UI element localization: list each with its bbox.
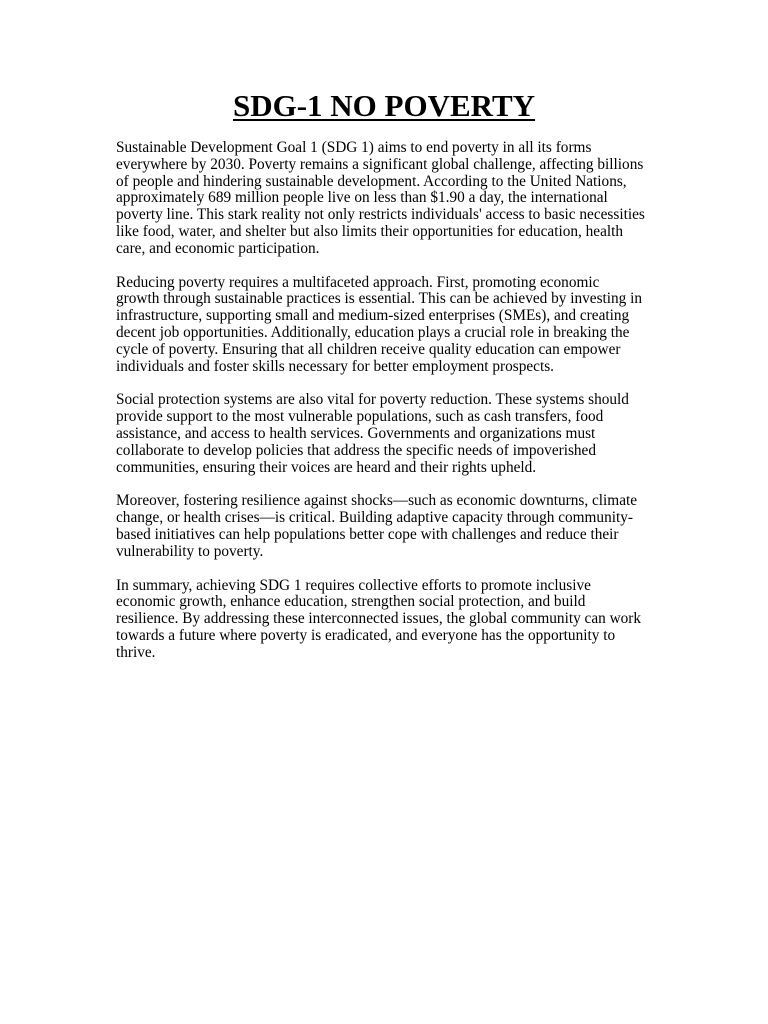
paragraph-resilience: Moreover, fostering resilience against shocks—such as economic downturns, climate change, or health crises—is critical. Building adaptive capacity through community- based initiatives can help populations better cope with challenges and reduce their vulnerability to poverty. [116, 492, 638, 560]
document-body [116, 140, 656, 679]
document-title: SDG-1 NO POVERTY [232, 88, 536, 123]
paragraph-reducing-poverty: Reducing poverty requires a multifaceted approach. First, promoting economic growth through sustainable practices is essential. This can be achieved by investing in infrastructure, supporting small and medium-sized enterprises (SMEs), and creating decent job opportunities. Additionally, education plays a crucial role in breaking the cycle of poverty. Ensuring that all children receive quality education can empower individuals and foster skills necessary for better employment prospects. [116, 273, 643, 375]
paragraph-intro: Sustainable Development Goal 1 (SDG 1) aims to end poverty in all its forms everywhere by 2030. Poverty remains a significant global challenge, affecting billions of people and hindering sustainable development. According to the United Nations, approximately 689 million people live on less than $1.90 a day, the international poverty line. This stark reality not only restricts individuals' access to basic necessities like food, water, and shelter but also limits their opportunities for education, health care, and economic participation. [116, 139, 645, 257]
paragraph-social-protection: Social protection systems are also vital for poverty reduction. These systems should provide support to the most vulnerable populations, such as cash transfers, food assistance, and access to health services. Governments and organizations must collaborate to develop policies that address the specific needs of impoverished communities, ensuring their voices are heard and their rights upheld. [116, 391, 629, 476]
paragraph-summary: In summary, achieving SDG 1 requires collective efforts to promote inclusive economic growth, enhance education, strengthen social protection, and build resilience. By addressing these interconnected issues, the global community can work towards a future where poverty is eradicated, and everyone has the opportunity to thrive. [116, 576, 642, 661]
